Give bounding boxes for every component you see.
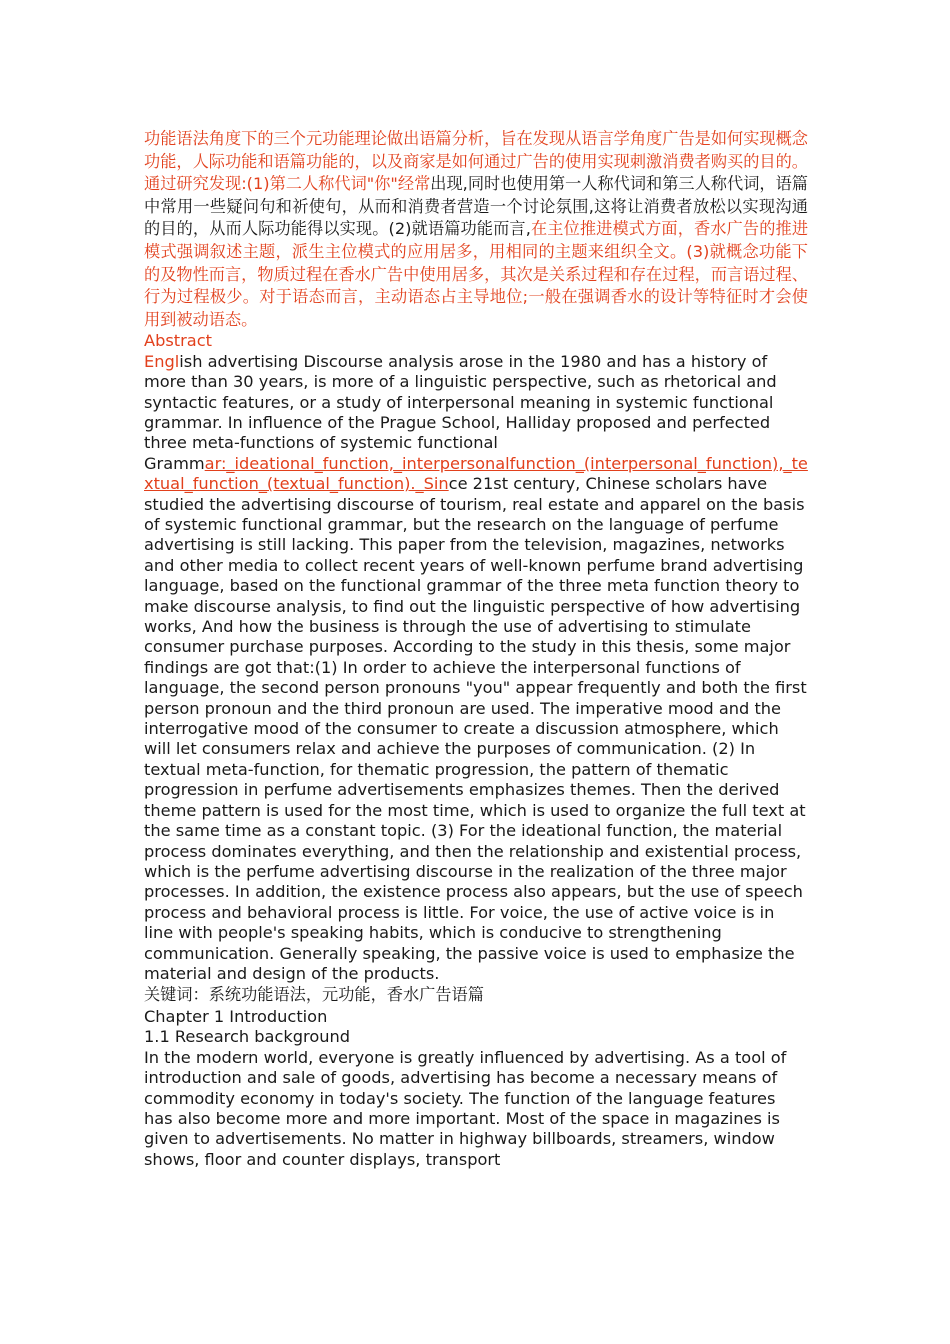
chapter-body: In the modern world, everyone is greatly influenced by advertising. As a tool of introduction and sale of goods, advertising has become a necessary means of commodity economy in today's society. The function of the language features has also become more and more important. Most of the space in magazines is given to advertisements. No matter in highway billboards, streamers, window shows, floor and counter displays, transport [144,1047,787,1169]
chinese-abstract-text: 出现,同时也使用第一人称代词和第三人称代词，语篇中常用一些疑问句和祈使句，从而和消费者营造一个讨论氛围,这将让消费者放松以实现沟通的目的，从而人际功能得以实现。(2)就语篇功能而言, [144,174,808,239]
chinese-abstract-highlight-2: 在主位推进模式方面，香水广告的推进模式强调叙述主题，派生主位模式的应用居多，用相同的主题来组织全文。(3)就概念功能下的及物性而言，物质过程在香水广告中使用居多，其次是关系过程和存在过程，而言语过程、行为过程极少。对于语态而言，主动语态占主导地位;一般在强调香水的设计等特征时才会使用到被动语态。 [144,219,809,329]
chapter-title: Chapter 1 Introduction [144,1006,328,1026]
chinese-abstract-highlight-1: 功能语法角度下的三个元功能理论做出语篇分析，旨在发现从语言学角度广告是如何实现概念功能，人际功能和语篇功能的，以及商家是如何通过广告的使用实现刺激消费者购买的目的。通过研究发现:(1)第二人称代词"你"经常 [144,129,808,194]
document-content [144,128,808,1170]
chinese-abstract [144,128,808,331]
english-abstract-highlight-2: ar:_ideational_function,_interpersonalfunction_(interpersonal_function),_textual_function_(textual_function)._Sin [144,453,808,494]
section-title: 1.1 Research background [144,1027,351,1047]
english-abstract-highlight-1: Engl [144,351,180,371]
abstract-heading: Abstract [144,331,212,351]
english-abstract-text-1: ish advertising Discourse analysis arose in the 1980 and has a history of more than 30 years, is more of a linguistic perspective, such as rhetorical and syntactic features, or a study of interpersonal meaning in systemic functional grammar. In influence of the Prague School, Halliday proposed and perfected three meta-functions of systemic functional Gramm [144,351,777,473]
english-abstract-text-2: ce 21st century, Chinese scholars have studied the advertising discourse of tourism, real estate and apparel on the basis of systemic functional grammar, but the research on the language of perfume advertising is still lacking. This paper from the television, magazines, networks and other media to collect recent years of well-known perfume brand advertising language, based on the functional grammar of the three meta function theory to make discourse analysis, to find out the linguistic perspective of how advertising works, And how the business is through the use of advertising to stimulate consumer purchase purposes. According to the study in this thesis, some major findings are got that:(1) In order to achieve the interpersonal functions of language, the second person pronouns "you" appear frequently and both the first person pronoun and the third pronoun are used. The imperative mood and the interrogative mood of the consumer to create a discussion atmosphere, which will let consumers relax and achieve the purposes of communication. (2) In textual meta-function, for thematic progression, the pattern of thematic progression in perfume advertisements emphasizes themes. Then the derived theme pattern is used for the most time, which is used to organize the full text at the same time as a constant topic. (3) For the ideational function, the material process dominates everything, and then the relationship and existential process, which is the perfume advertising discourse in the realization of the three major processes. In addition, the existence process also appears, but the use of speech process and behavioral process is little. For voice, the use of active voice is in line with people's speaking habits, which is conducive to strengthening communication. Generally speaking, the passive voice is used to emphasize the material and design of the products. [144,474,807,983]
english-abstract [144,352,808,985]
keywords-line: 关键词：系统功能语法，元功能，香水广告语篇 [144,985,484,1005]
